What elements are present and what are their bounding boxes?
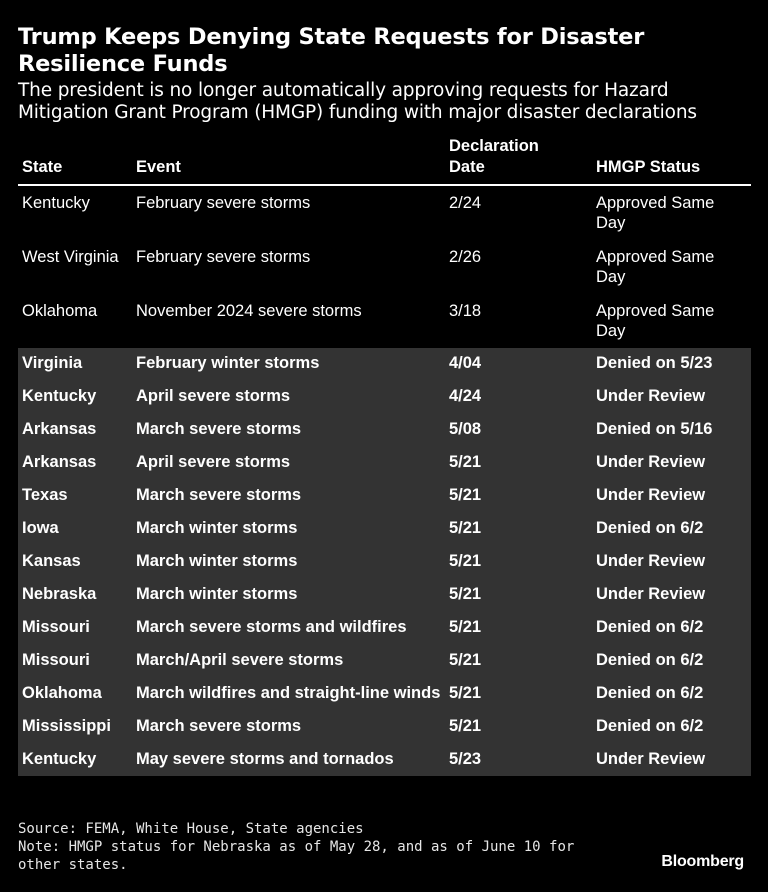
cell-event: March severe storms bbox=[136, 420, 302, 438]
cell-state: Missouri bbox=[22, 651, 90, 669]
header-hmgp-status: HMGP Status bbox=[592, 136, 751, 185]
cell-state: Iowa bbox=[22, 519, 59, 537]
cell-event: March/April severe storms bbox=[136, 651, 344, 669]
table-row bbox=[18, 743, 751, 776]
cell-status: Denied on 6/2 bbox=[596, 684, 704, 702]
cell-state: Oklahoma bbox=[22, 302, 98, 320]
cell-event: March severe storms bbox=[136, 717, 302, 735]
cell-event: March winter storms bbox=[136, 585, 298, 603]
cell-date: 4/04 bbox=[449, 354, 482, 372]
cell-state: Kentucky bbox=[22, 387, 97, 405]
cell-state: Kansas bbox=[22, 552, 81, 570]
cell-date: 5/21 bbox=[449, 552, 482, 570]
table-row bbox=[18, 677, 751, 710]
cell-state: Arkansas bbox=[22, 420, 97, 438]
table-row bbox=[18, 644, 751, 677]
note-text: Note: HMGP status for Nebraska as of May 28, and as of June 10 for other states. bbox=[18, 839, 575, 873]
table-row bbox=[18, 294, 751, 348]
table-row bbox=[18, 380, 751, 413]
footnotes bbox=[18, 820, 578, 874]
header-date-line1: Declaration bbox=[449, 137, 539, 155]
header-date-line2: Date bbox=[449, 158, 485, 176]
table-row bbox=[18, 348, 751, 380]
table-body bbox=[18, 185, 751, 776]
bloomberg-logo: Bloomberg bbox=[661, 853, 744, 870]
page-title: Trump Keeps Denying State Requests for Disaster Resilience Funds bbox=[18, 24, 645, 77]
header-event: Event bbox=[132, 136, 445, 185]
cell-date: 5/21 bbox=[449, 684, 482, 702]
cell-event: March winter storms bbox=[136, 552, 298, 570]
source-note: Source: FEMA, White House, State agencies bbox=[18, 821, 364, 837]
cell-state: Virginia bbox=[22, 354, 83, 372]
table-row bbox=[18, 240, 751, 294]
cell-date: 5/23 bbox=[449, 750, 482, 768]
cell-status: Under Review bbox=[596, 552, 706, 570]
cell-date: 2/26 bbox=[449, 248, 482, 266]
cell-status: Approved Same Day bbox=[596, 248, 715, 286]
cell-status: Denied on 6/2 bbox=[596, 717, 704, 735]
table-row bbox=[18, 185, 751, 240]
cell-status: Denied on 5/16 bbox=[596, 420, 713, 438]
cell-state: Kentucky bbox=[22, 194, 90, 212]
header-declaration-date bbox=[445, 136, 592, 185]
cell-status: Under Review bbox=[596, 387, 706, 405]
cell-event: March severe storms and wildfires bbox=[136, 618, 407, 636]
cell-event: March severe storms bbox=[136, 486, 302, 504]
cell-event: November 2024 severe storms bbox=[136, 302, 362, 320]
cell-date: 5/21 bbox=[449, 519, 482, 537]
table-row bbox=[18, 512, 751, 545]
cell-state: Texas bbox=[22, 486, 68, 504]
cell-event: March wildfires and straight-line winds bbox=[136, 684, 441, 702]
table-row bbox=[18, 545, 751, 578]
cell-status: Approved Same Day bbox=[596, 194, 715, 232]
cell-date: 5/21 bbox=[449, 486, 482, 504]
cell-state: Nebraska bbox=[22, 585, 97, 603]
cell-date: 5/21 bbox=[449, 618, 482, 636]
cell-status: Under Review bbox=[596, 750, 706, 768]
cell-event: March winter storms bbox=[136, 519, 298, 537]
cell-event: May severe storms and tornados bbox=[136, 750, 394, 768]
cell-date: 5/08 bbox=[449, 420, 482, 438]
cell-date: 5/21 bbox=[449, 453, 482, 471]
table-row bbox=[18, 413, 751, 446]
cell-event: February winter storms bbox=[136, 354, 320, 372]
header-state: State bbox=[18, 136, 132, 185]
table-row bbox=[18, 578, 751, 611]
cell-date: 5/21 bbox=[449, 651, 482, 669]
cell-status: Approved Same Day bbox=[596, 302, 715, 340]
cell-state: West Virginia bbox=[22, 248, 119, 266]
cell-event: April severe storms bbox=[136, 387, 291, 405]
cell-status: Under Review bbox=[596, 453, 706, 471]
cell-date: 2/24 bbox=[449, 194, 482, 212]
table-row bbox=[18, 710, 751, 743]
table-row bbox=[18, 611, 751, 644]
subtitle: The president is no longer automatically approving requests for Hazard Mitigation Grant Program (HMGP) funding with major disaster declarations bbox=[18, 80, 697, 123]
cell-state: Missouri bbox=[22, 618, 90, 636]
cell-status: Under Review bbox=[596, 486, 706, 504]
cell-status: Under Review bbox=[596, 585, 706, 603]
table-row bbox=[18, 479, 751, 512]
cell-status: Denied on 5/23 bbox=[596, 354, 713, 372]
table-row bbox=[18, 446, 751, 479]
cell-date: 5/21 bbox=[449, 585, 482, 603]
cell-event: April severe storms bbox=[136, 453, 291, 471]
disaster-table bbox=[18, 136, 751, 776]
cell-status: Denied on 6/2 bbox=[596, 651, 704, 669]
cell-date: 4/24 bbox=[449, 387, 482, 405]
cell-state: Mississippi bbox=[22, 717, 111, 735]
cell-state: Kentucky bbox=[22, 750, 97, 768]
cell-status: Denied on 6/2 bbox=[596, 618, 704, 636]
cell-date: 5/21 bbox=[449, 717, 482, 735]
cell-state: Arkansas bbox=[22, 453, 97, 471]
cell-status: Denied on 6/2 bbox=[596, 519, 704, 537]
cell-state: Oklahoma bbox=[22, 684, 102, 702]
table-header-row bbox=[18, 136, 751, 185]
cell-event: February severe storms bbox=[136, 194, 311, 212]
cell-event: February severe storms bbox=[136, 248, 311, 266]
cell-date: 3/18 bbox=[449, 302, 482, 320]
